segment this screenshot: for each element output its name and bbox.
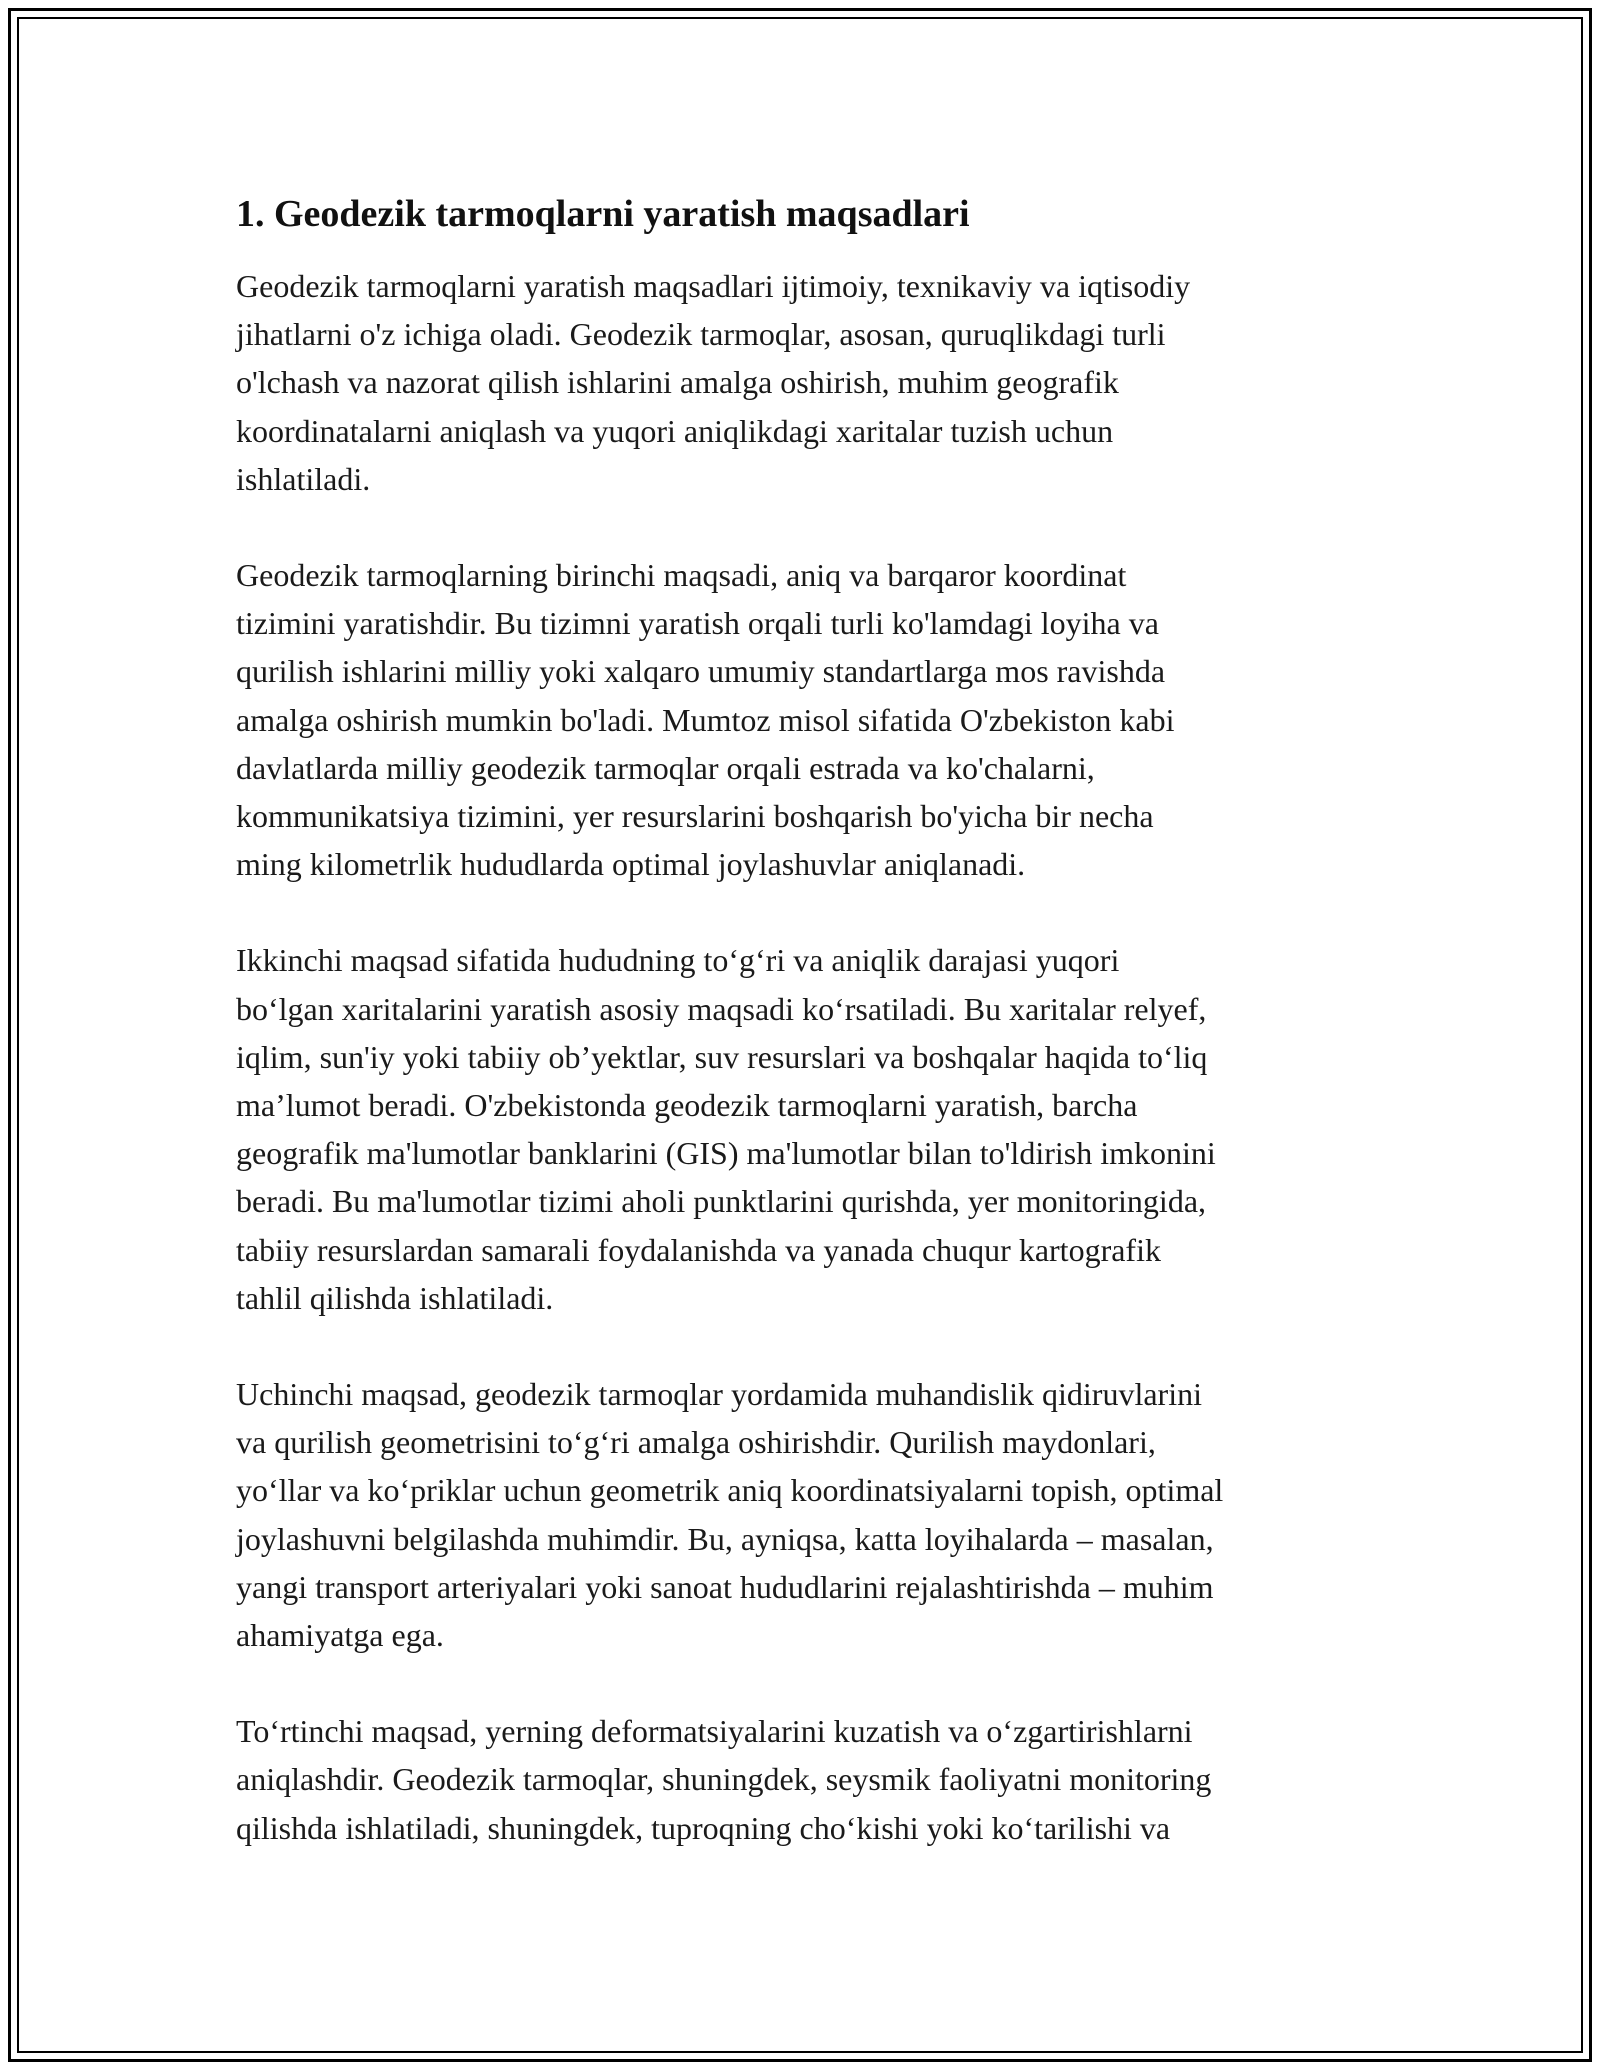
paragraph-line: tizimini yaratishdir. Bu tizimni yaratish orqali turli ko'lamdagi loyiha va bbox=[236, 605, 1159, 642]
paragraph-line: koordinatalarni aniqlash va yuqori aniqlikdagi xaritalar tuzish uchun bbox=[236, 412, 1114, 449]
document-body bbox=[236, 186, 1376, 1900]
paragraph bbox=[236, 262, 1376, 503]
paragraph-line: amalga oshirish mumkin bo'ladi. Mumtoz misol sifatida O'zbekiston kabi bbox=[236, 701, 1175, 738]
paragraph-line: o'lchash va nazorat qilish ishlarini amalga oshirish, muhim geografik bbox=[236, 364, 1119, 401]
paragraph-line: jihatlarni o'z ichiga oladi. Geodezik tarmoqlar, asosan, quruqlikdagi turli bbox=[236, 316, 1166, 353]
paragraph-line: geografik ma'lumotlar banklarini (GIS) ma'lumotlar bilan to'ldirish imkonini bbox=[236, 1135, 1216, 1172]
paragraph-line: va qurilish geometrisini to‘g‘ri amalga oshirishdir. Qurilish maydonlari, bbox=[236, 1424, 1156, 1461]
paragraph-line: kommunikatsiya tizimini, yer resurslarini boshqarish bo'yicha bir necha bbox=[236, 798, 1154, 835]
paragraph-line: qilishda ishlatiladi, shuningdek, tuproqning cho‘kishi yoki ko‘tarilishi va bbox=[236, 1809, 1171, 1846]
paragraph bbox=[236, 1707, 1376, 1852]
paragraph-line: beradi. Bu ma'lumotlar tizimi aholi punktlarini qurishda, yer monitoringida, bbox=[236, 1183, 1207, 1220]
paragraph bbox=[236, 936, 1376, 1322]
paragraph-line: Uchinchi maqsad, geodezik tarmoqlar yordamida muhandislik qidiruvlarini bbox=[236, 1376, 1202, 1413]
paragraph-line: bo‘lgan xaritalarini yaratish asosiy maqsadi ko‘rsatiladi. Bu xaritalar relyef, bbox=[236, 990, 1207, 1027]
paragraph-line: tahlil qilishda ishlatiladi. bbox=[236, 1279, 554, 1316]
paragraph-line: ahamiyatga ega. bbox=[236, 1617, 444, 1654]
paragraph-list bbox=[236, 262, 1376, 1852]
paragraph-line: ishlatiladi. bbox=[236, 460, 371, 497]
paragraph-line: To‘rtinchi maqsad, yerning deformatsiyalarini kuzatish va o‘zgartirishlarni bbox=[236, 1713, 1193, 1750]
paragraph-line: qurilish ishlarini milliy yoki xalqaro umumiy standartlarga mos ravishda bbox=[236, 653, 1166, 690]
paragraph bbox=[236, 551, 1376, 888]
paragraph-line: ming kilometrlik hududlarda optimal joylashuvlar aniqlanadi. bbox=[236, 846, 1026, 883]
paragraph-line: Geodezik tarmoqlarning birinchi maqsadi, aniq va barqaror koordinat bbox=[236, 557, 1127, 594]
paragraph bbox=[236, 1370, 1376, 1659]
paragraph-line: aniqlashdir. Geodezik tarmoqlar, shuningdek, seysmik faoliyatni monitoring bbox=[236, 1761, 1212, 1798]
paragraph-line: joylashuvni belgilashda muhimdir. Bu, ayniqsa, katta loyihalarda – masalan, bbox=[236, 1520, 1214, 1557]
paragraph-line: yangi transport arteriyalari yoki sanoat hududlarini rejalashtirishda – muhim bbox=[236, 1568, 1214, 1605]
paragraph-line: ma’lumot beradi. O'zbekistonda geodezik tarmoqlarni yaratish, barcha bbox=[236, 1087, 1138, 1124]
paragraph-line: davlatlarda milliy geodezik tarmoqlar orqali estrada va ko'chalarni, bbox=[236, 749, 1095, 786]
paragraph-line: tabiiy resurslardan samarali foydalanishda va yanada chuqur kartografik bbox=[236, 1231, 1161, 1268]
paragraph-line: Geodezik tarmoqlarni yaratish maqsadlari ijtimoiy, texnikaviy va iqtisodiy bbox=[236, 268, 1191, 304]
paragraph-line: iqlim, sun'iy yoki tabiiy ob’yektlar, suv resurslari va boshqalar haqida to‘liq bbox=[236, 1038, 1208, 1075]
paragraph-line: Ikkinchi maqsad sifatida hududning to‘g‘ri va aniqlik darajasi yuqori bbox=[236, 942, 1120, 979]
paragraph-line: yo‘llar va ko‘priklar uchun geometrik aniq koordinatsiyalarni topish, optimal bbox=[236, 1472, 1224, 1509]
section-heading: 1. Geodezik tarmoqlarni yaratish maqsadlari bbox=[236, 193, 970, 235]
